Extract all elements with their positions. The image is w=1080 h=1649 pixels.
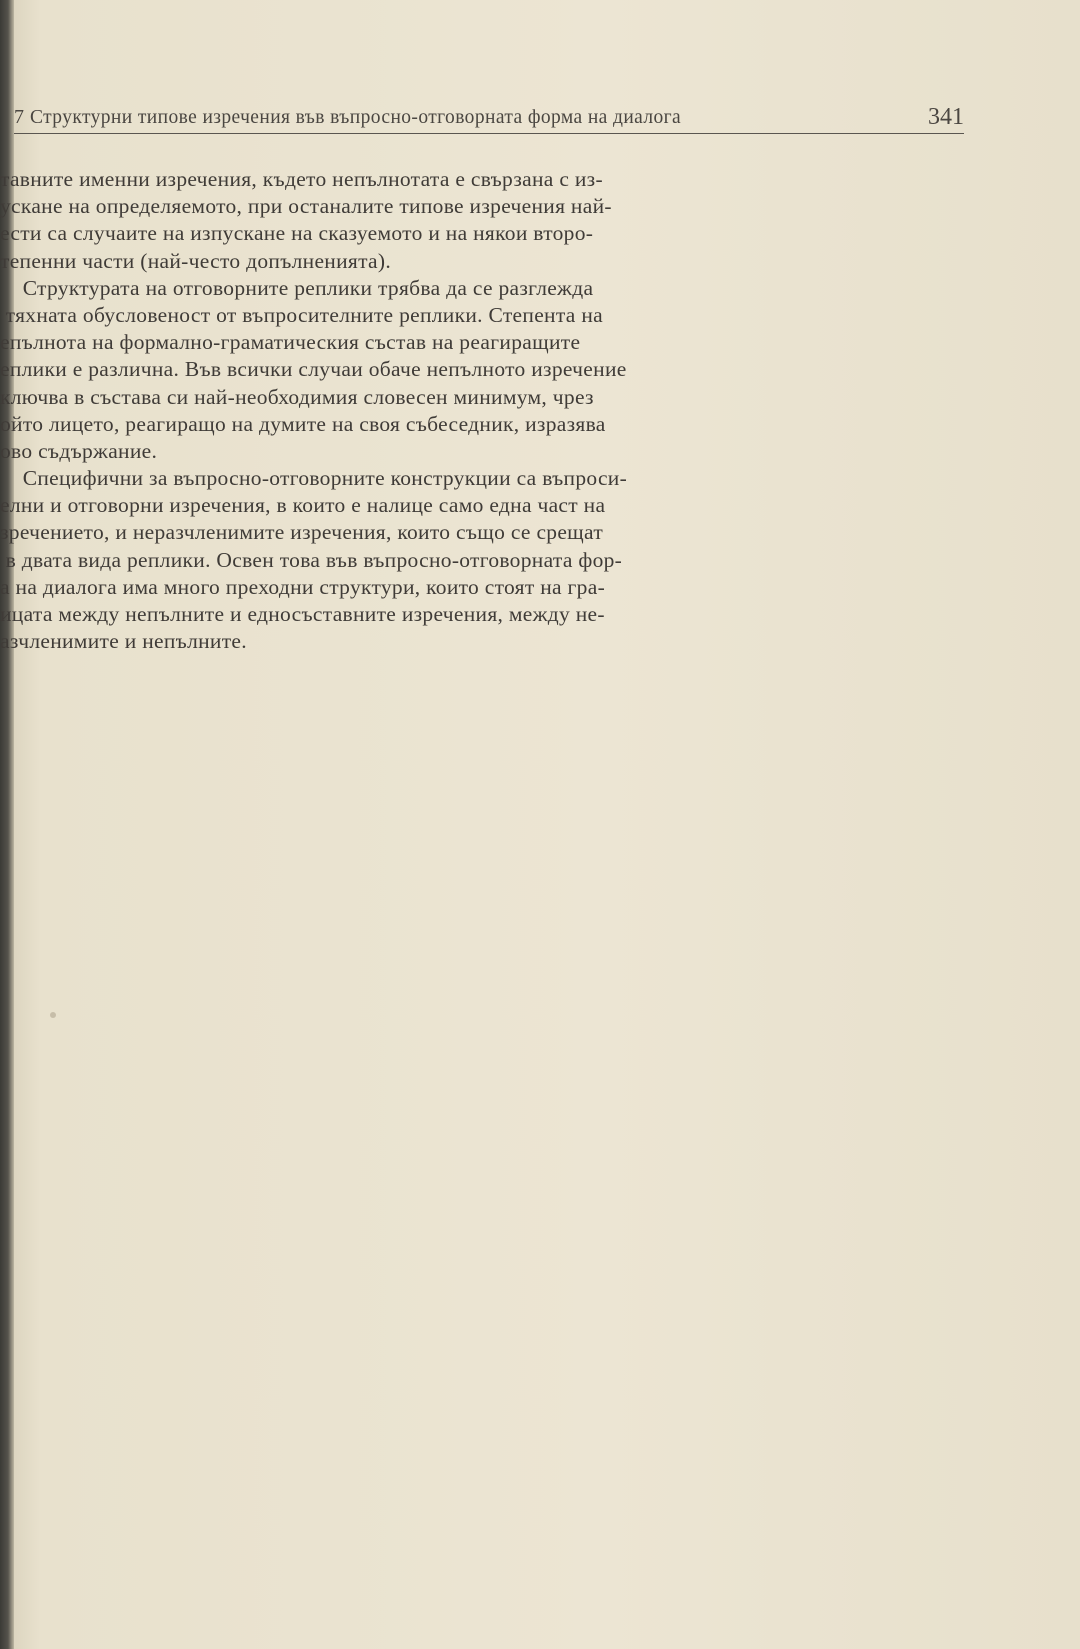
running-header [14, 95, 964, 134]
text-line: ицата между непълните и едносъставните изречения, между не- [0, 602, 605, 626]
header-left-number: 7 [14, 106, 24, 128]
text-line: ойто лицето, реагиращо на думите на своя събеседник, изразява [0, 411, 606, 436]
text-line: в двата вида реплики. Освен това във въпросно-отговорната фор- [0, 547, 623, 572]
text-line: епълнота на формално-граматическия състав на реагиращите [0, 330, 581, 355]
text-line: тавните именни изречения, където непълнотата е свързана с из- [0, 167, 603, 191]
text-line: еплики е различна. Във всички случаи обаче непълното изречение [0, 357, 627, 382]
text-line: ести са случаите на изпускане на сказуемото и на някои второ- [0, 221, 594, 246]
text-line: а на диалога има много преходни структури, които стоят на гра- [0, 574, 606, 599]
text-line: ускане на определяемото, при останалите типове изречения най- [0, 194, 612, 219]
text-line: Специфични за въпросно-отговорните конструкции са въпроси- [0, 466, 628, 491]
paper-spot [50, 1012, 56, 1018]
text-line: тепенни части (най-често допълненията). [0, 248, 392, 273]
text-line: зречението, и неразчленимите изречения, които също се срещат [0, 520, 604, 545]
header-running-title: Структурни типове изречения във въпросно-отговорната форма на диалога [30, 107, 682, 128]
text-line: елни и отговорни изречения, в които е налице само една част на [0, 493, 606, 518]
page-number: 341 [928, 104, 964, 130]
text-line: ово съдържание. [0, 438, 158, 463]
text-line: ключва в състава си най-необходимия словесен минимум, чрез [0, 384, 594, 409]
text-line: тяхната обусловеност от въпросителните реплики. Степента на [0, 302, 603, 327]
text-line: азчленимите и непълните. [0, 629, 247, 654]
body-text [0, 166, 960, 655]
text-line: Структурата на отговорните реплики трябва да се разглежда [0, 275, 594, 300]
